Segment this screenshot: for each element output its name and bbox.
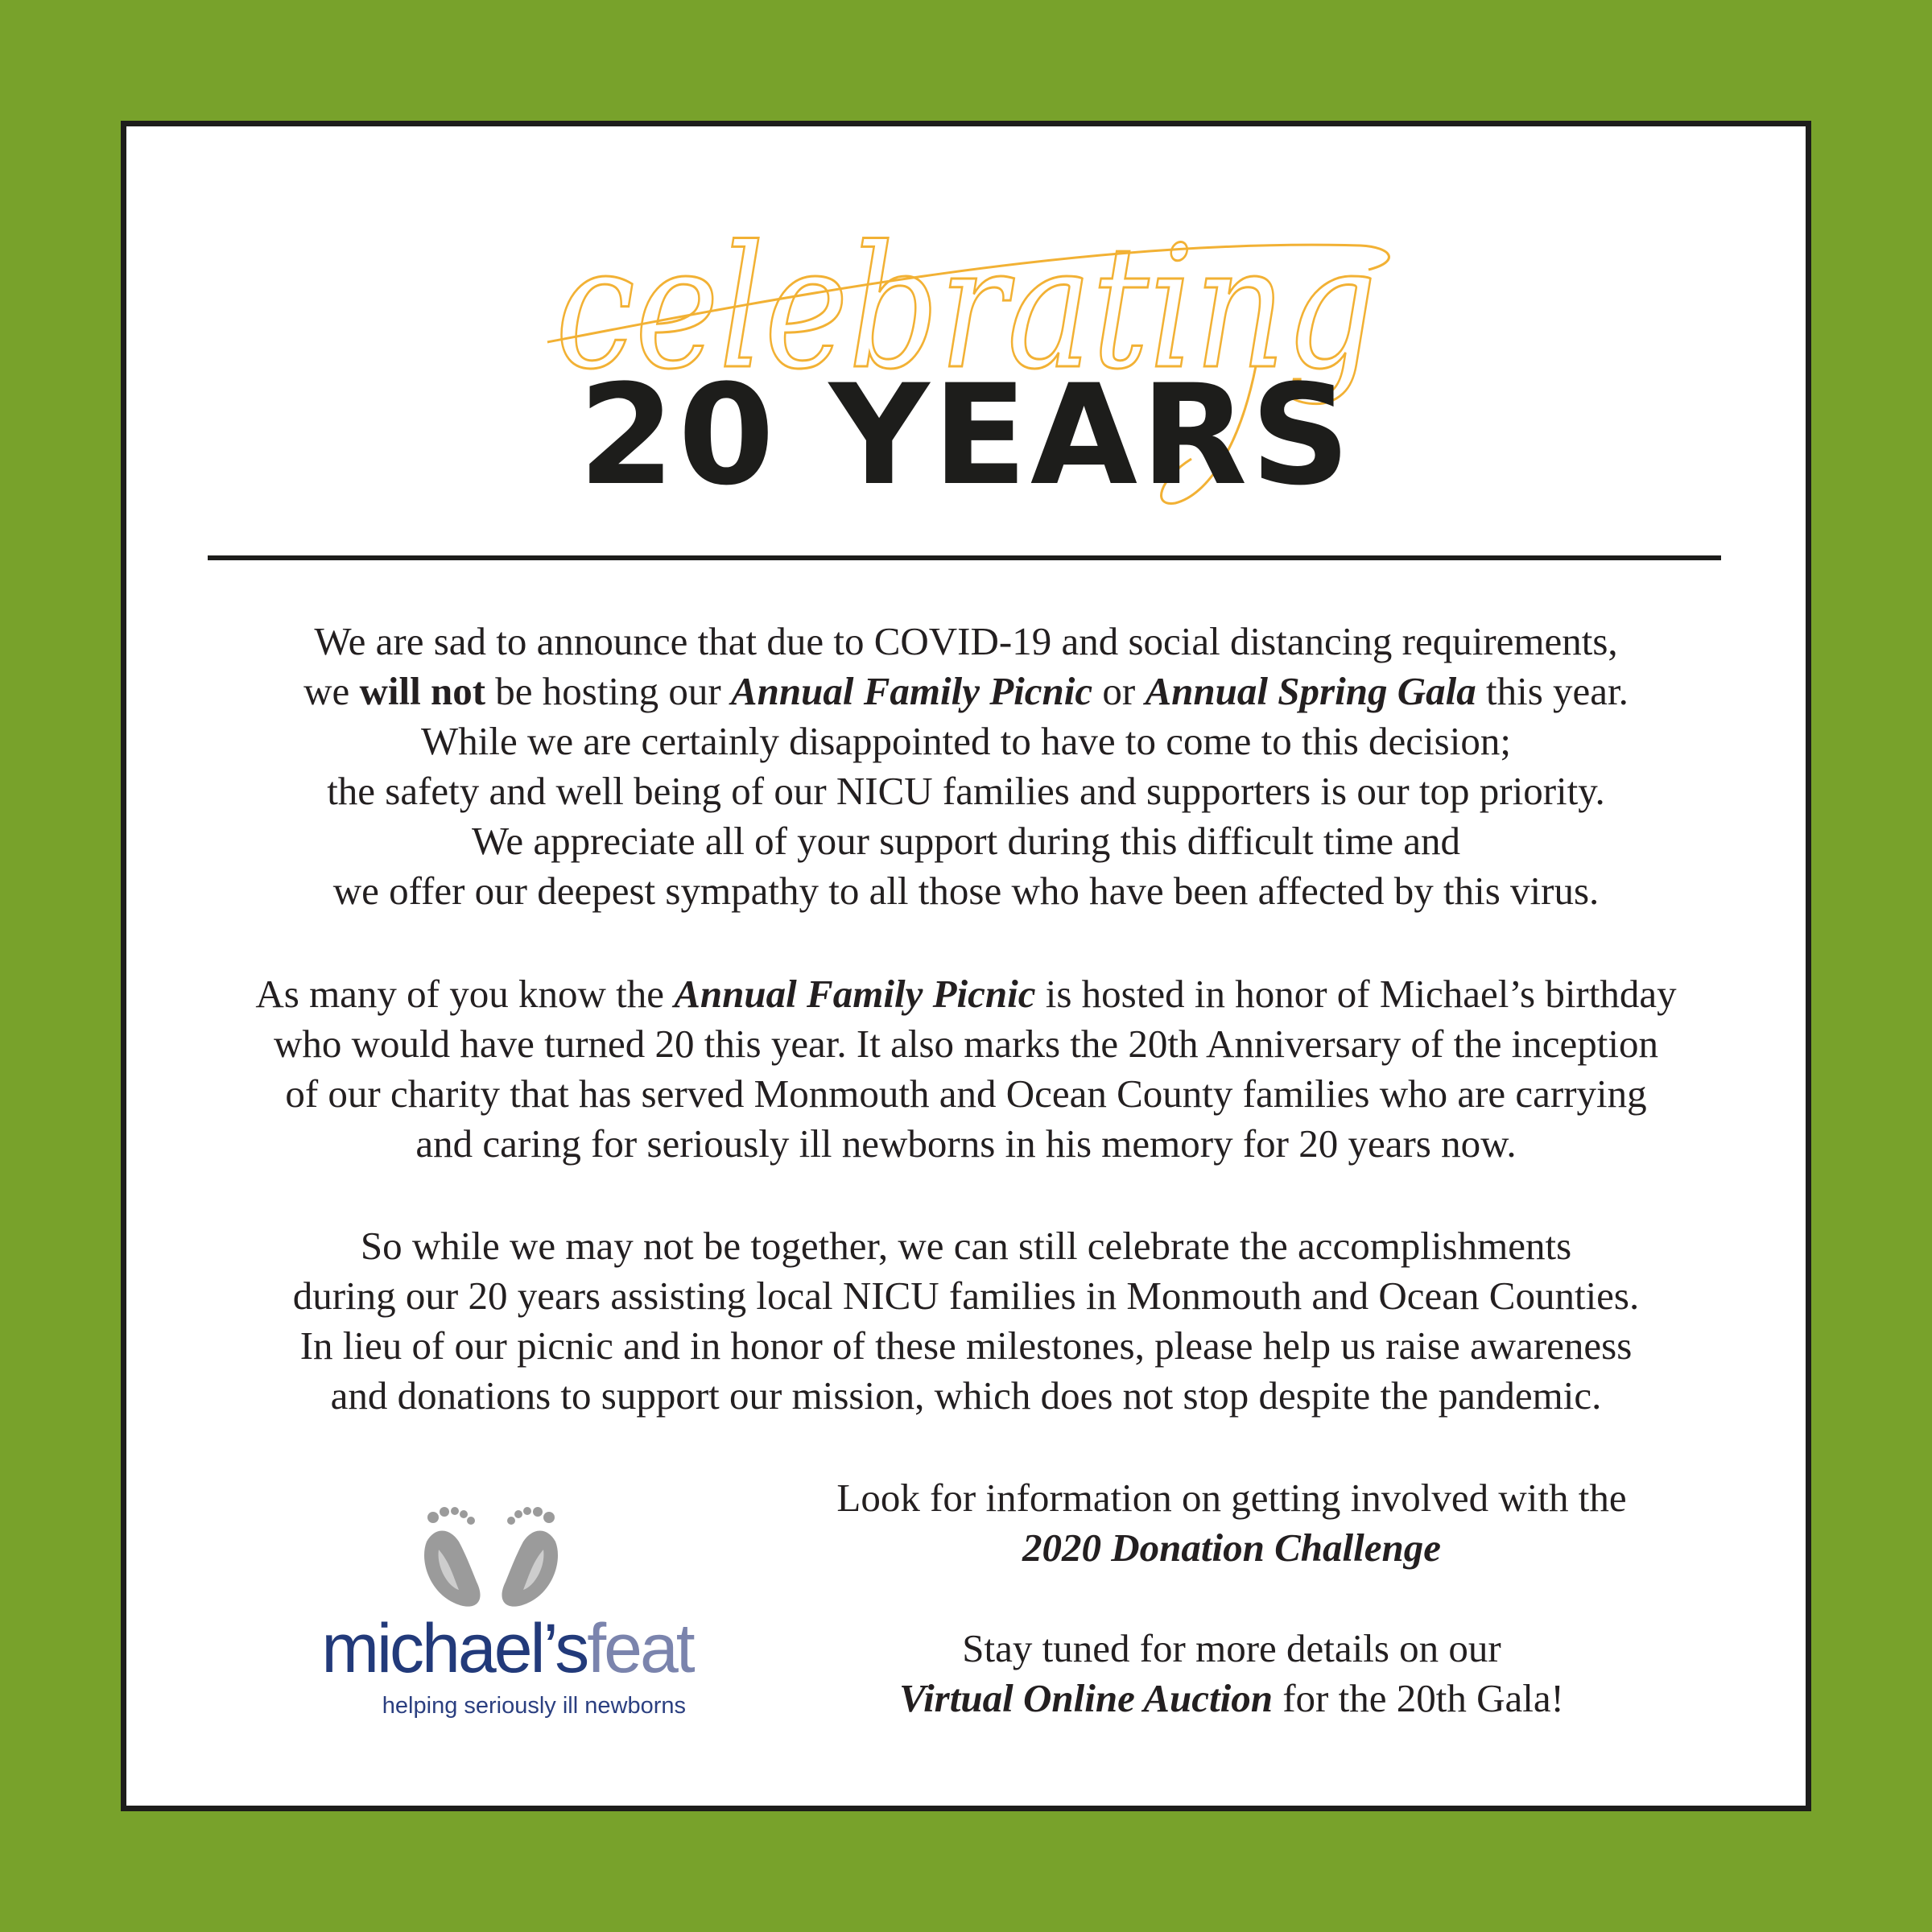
celebrate-line: during our 20 years assisting local NICU families in Monmouth and Ocean Counties. <box>292 1274 1640 1318</box>
announcement-line: We appreciate all of your support during this difficult time and <box>472 819 1460 863</box>
donation-callout <box>797 1473 1666 1573</box>
auction-callout <box>797 1624 1666 1724</box>
celebrate-line: So while we may not be together, we can still celebrate the accomplishments <box>360 1224 1572 1268</box>
page-title: 20 YEARS <box>578 354 1354 516</box>
announcement-line: we offer our deepest sympathy to all those who have been affected by this virus. <box>332 869 1600 913</box>
history-line: of our charity that has served Monmouth and Ocean County families who are carrying <box>285 1071 1647 1116</box>
text-span: is hosted in honor of Michael’s birthday <box>1035 972 1677 1016</box>
announcement-line: the safety and well being of our NICU families and supporters is our top priority. <box>327 769 1605 813</box>
history-line <box>161 969 1771 1019</box>
auction-callout-line <box>797 1674 1666 1724</box>
announcement-line <box>161 667 1771 716</box>
title-divider <box>208 555 1721 560</box>
michaels-feat-logo <box>298 1477 716 1727</box>
announcement-line: We are sad to announce that due to COVID-19 and social distancing requirements, <box>314 619 1618 663</box>
celebrating-script-text: celebrating <box>555 209 1377 407</box>
text-span: As many of you know the <box>255 972 675 1016</box>
text-span: be hosting our <box>485 669 731 713</box>
history-line: who would have turned 20 this year. It also marks the 20th Anniversary of the inception <box>273 1022 1659 1066</box>
celebrate-paragraph <box>161 1221 1771 1421</box>
donation-challenge-title: 2020 Donation Challenge <box>1022 1525 1442 1570</box>
will-not-emphasis: will not <box>359 669 486 713</box>
family-picnic-emphasis: Annual Family Picnic <box>730 669 1093 713</box>
text-span: this year. <box>1476 669 1629 713</box>
celebrate-line: In lieu of our picnic and in honor of these milestones, please help us raise awareness <box>299 1323 1633 1368</box>
family-picnic-emphasis: Annual Family Picnic <box>674 972 1036 1016</box>
logo-tagline: helping seriously ill newborns <box>382 1693 686 1719</box>
text-span: for the 20th Gala! <box>1272 1676 1564 1720</box>
virtual-auction-title: Virtual Online Auction <box>899 1676 1273 1720</box>
logo-wordmark <box>306 1610 708 1687</box>
text-span: or <box>1092 669 1146 713</box>
history-paragraph <box>161 969 1771 1169</box>
logo-word-feat: feat <box>587 1610 693 1687</box>
history-line: and caring for seriously ill newborns in his memory for 20 years now. <box>415 1121 1517 1166</box>
announcement-line: While we are certainly disappointed to have to come to this decision; <box>421 719 1511 763</box>
baby-footprints-icon <box>402 1485 580 1614</box>
celebrate-line: and donations to support our mission, which does not stop despite the pandemic. <box>330 1373 1602 1418</box>
spring-gala-emphasis: Annual Spring Gala <box>1145 669 1476 713</box>
logo-word-michaels: michael’s <box>321 1610 588 1687</box>
announcement-paragraph <box>161 617 1771 916</box>
text-span: we <box>303 669 360 713</box>
auction-callout-line: Stay tuned for more details on our <box>962 1626 1501 1670</box>
donation-callout-line: Look for information on getting involved with the <box>836 1476 1627 1520</box>
